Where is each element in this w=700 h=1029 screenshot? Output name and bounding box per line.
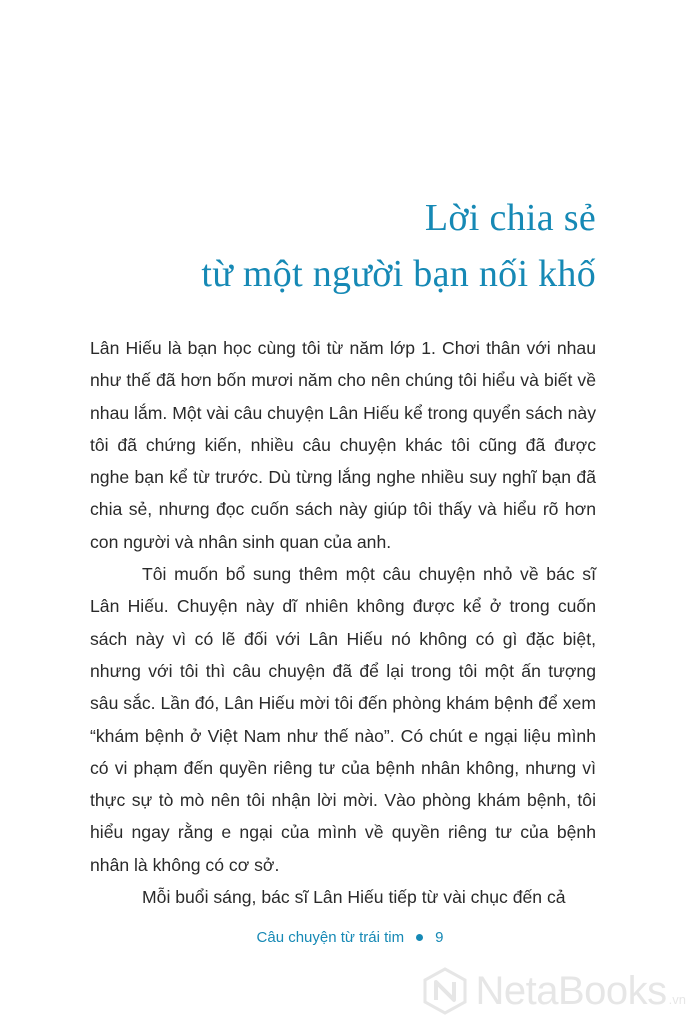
paragraph-3: Mỗi buổi sáng, bác sĩ Lân Hiếu tiếp từ vài chục đến cả: [142, 887, 566, 908]
body-text: [90, 332, 596, 913]
watermark-tld: .vn: [668, 992, 686, 1007]
watermark-brand: NetaBooks: [475, 969, 667, 1013]
paragraph-1: Lân Hiếu là bạn học cùng tôi từ năm lớp 1. Chơi thân với nhau như thế đã hơn bốn mươi năm cho nên chúng tôi hiểu và biết về nhau lắm. Một vài câu chuyện Lân Hiếu kể trong quyển sách này tôi đã chứng kiến, nhiều câu chuyện khác tôi cũng đã được nghe bạn kể từ trước. Dù từng lắng nghe nhiều suy nghĩ bạn đã chia sẻ, nhưng đọc cuốn sách này giúp tôi thấy và hiểu rõ hơn con người và nhân sinh quan của anh.: [90, 338, 596, 552]
page-number: 9: [435, 929, 444, 946]
running-footer-title: Câu chuyện từ trái tim: [256, 929, 405, 946]
netabooks-logo-icon: [421, 967, 469, 1015]
chapter-title-line-1: Lời chia sẻ: [424, 197, 596, 239]
chapter-title: [201, 190, 596, 302]
paragraph-2: Tôi muốn bổ sung thêm một câu chuyện nhỏ về bác sĩ Lân Hiếu. Chuyện này dĩ nhiên không được kể ở trong cuốn sách này vì có lẽ đối với Lân Hiếu nó không có gì đặc biệt, nhưng với tôi thì câu chuyện đã để lại trong tôi một ấn tượng sâu sắc. Lần đó, Lân Hiếu mời tôi đến phòng khám bệnh để xem “khám bệnh ở Việt Nam như thế nào”. Có chút e ngại liệu mình có vi phạm đến quyền riêng tư của bệnh nhân không, nhưng vì thực sự tò mò nên tôi nhận lời mời. Vào phòng khám bệnh, tôi hiểu ngay rằng e ngại của mình về quyền riêng tư của bệnh nhân là không có cơ sở.: [90, 564, 596, 875]
watermark: [421, 967, 686, 1015]
chapter-title-line-2: từ một người bạn nối khố: [201, 253, 596, 295]
page-footer: [0, 928, 700, 948]
bullet-dot-icon: [416, 934, 423, 941]
